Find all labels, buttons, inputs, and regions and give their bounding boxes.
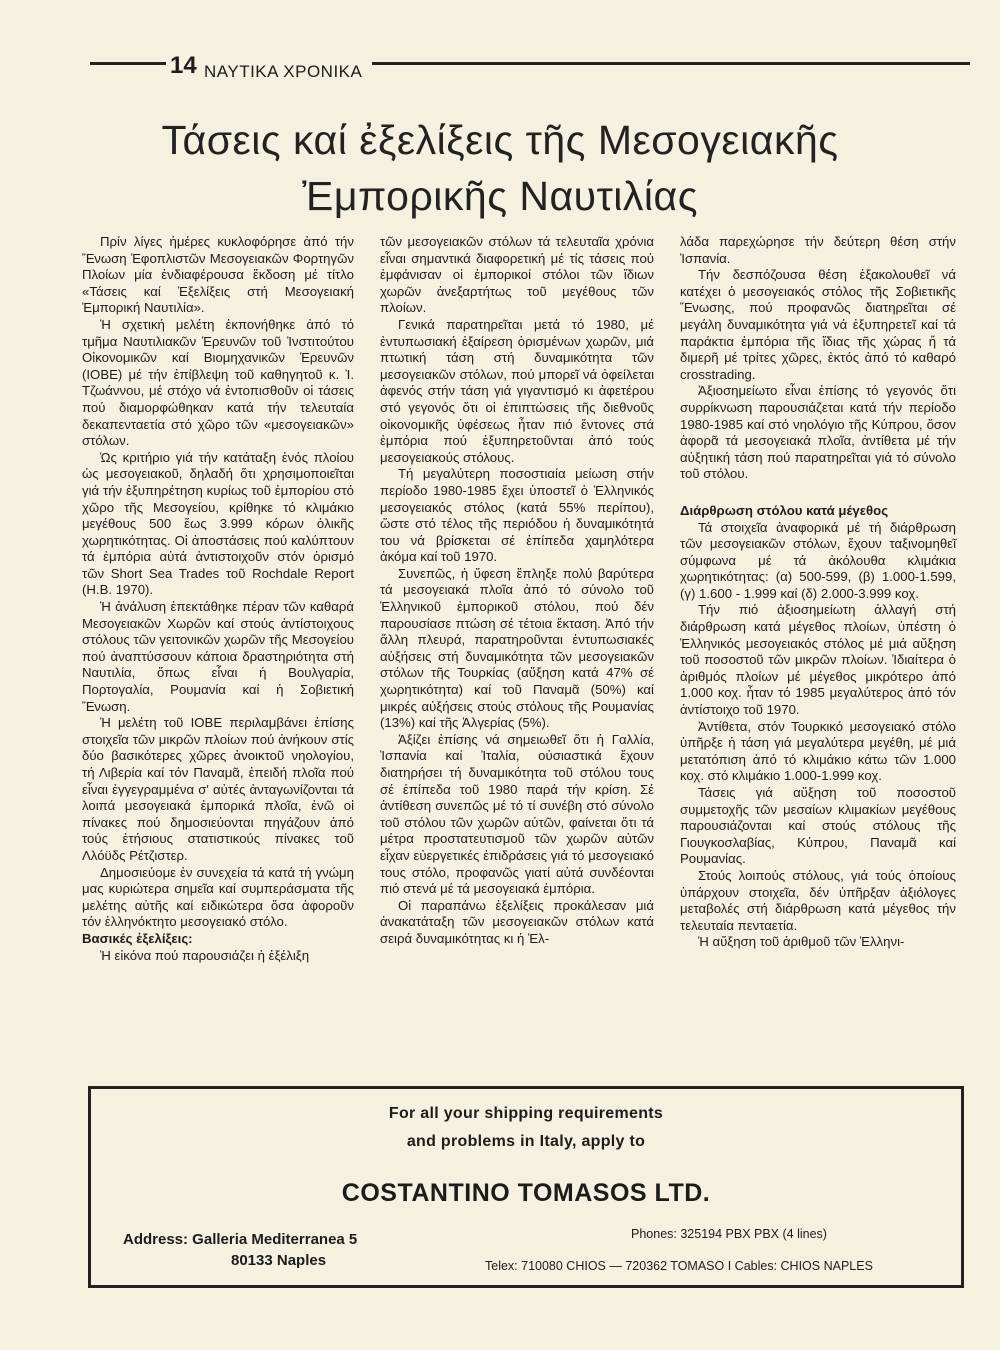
magazine-name: ΝΑΥΤΙΚΑ ΧΡΟΝΙΚΑ	[200, 60, 372, 82]
paragraph: Ἡ σχετική μελέτη ἐκπονήθηκε ἀπό τό τμῆμα Ναυτιλιακῶν Ἐρευνῶν τοῦ Ἰνστιτούτου Οἰκονομικῶν καί Βιομηχανικῶν Ἐρευνῶν (ΙΟΒΕ) μέ τήν ἐπίβλεψη τοῦ καθηγητοῦ κ. Ἰ. Τζωάννου, μέ στόχο νά ἐντοπισθοῦν οἱ τάσεις πού διαμορφώθηκαν κατά τήν τελευταία δεκαπενταετία στό χῶρο τῶν «μεσογειακῶν» στόλων.	[82, 316, 354, 449]
paragraph: Ἡ εἰκόνα πού παρουσιάζει ἡ ἐξέλιξη	[100, 947, 310, 963]
paragraph: Γενικά παρατηρεῖται μετά τό 1980, μέ ἐντυπωσιακή ἐξαίρεση ὁρισμένων χωρῶν, μιά πτωτική τάση στή δυναμικότητα τῶν μεσογειακῶν στόλων, πού μπορεῖ νά ὀφείλεται ἀφενός στήν τάση γιά γιγαντισμό κι ἀφετέρου στό γεγονός ὅτι οἱ ἐπιπτώσεις τῆς διεθνοῦς οἰκονομικῆς ὑφέσεως ἦταν πιό ἔντονες στά ἐμπόρια πού ἐξυπηρετοῦνται ἀπό τούς μεσογειακούς στόλους.	[380, 316, 654, 465]
paragraph: Συνεπῶς, ἡ ὕφεση ἔπληξε πολύ βαρύτερα τά μεσογειακά πλοῖα ἀπό τό σύνολο τοῦ Ἑλληνικοῦ ἐμπορικοῦ στόλου, πού δέν παρουσίασε πτώση σέ τέτοια ἔκταση. Ἀπό τήν ἄλλη πλευρά, παρατηροῦνται ἐντυπωσιακές αὐξήσεις στή δυναμικότητα τῶν μεσογειακῶν στόλων τῆς Τουρκίας (αὔξηση κατά 47% σέ χωρητικότητα) καί τοῦ Παναμᾶ (50%) καί μικρές αὐξήσεις στούς στόλους τῆς Ρουμανίας (13%) καί τῆς Ἀλγερίας (5%).	[380, 565, 654, 731]
ad-telex: Telex: 710080 CHIOS — 720362 TOMASO I Cables: CHIOS NAPLES	[485, 1259, 873, 1273]
article-column-1	[82, 234, 354, 964]
paragraph: Πρίν λίγες ἡμέρες κυκλοφόρησε ἀπό τήν Ἕνωση Ἐφοπλιστῶν Μεσογειακῶν Φορτηγῶν Πλοίων μία ἐνδιαφέρουσα ἔκδοση μέ τίτλο «Τάσεις καί Ἐξελίξεις στή Μεσογειακή Ἐμπορική Ναυτιλία».	[82, 234, 354, 316]
paragraph: Δημοσιεύομε ἐν συνεχεία τά κατά τή γνώμη μας κυριώτερα σημεῖα καί συμπεράσματα τῆς μελέτης αὐτῆς καί ειδικώτερα ὅσα ἀφοροῦν τόν ἑλληνόκτητο μεσογειακό στόλο.	[82, 864, 354, 930]
paragraph: Ἀντίθετα, στόν Τουρκικό μεσογειακό στόλο ὑπῆρξε ἡ τάση γιά μεγαλύτερα μεγέθη, μέ μιά μετατόπιση ἀπό τό κλιμάκιο κάτω τῶν 1.000 κοχ. στό κλιμάκιο 1.000-1.999 κοχ.	[680, 718, 956, 784]
article-column-3	[680, 234, 956, 951]
title-line-2: Ἐμπορικῆς Ναυτιλίας	[302, 173, 698, 219]
ad-tagline-2: and problems in Italy, apply to	[406, 1133, 646, 1150]
article-title	[80, 112, 920, 224]
section-heading: Βασικές ἐξελίξεις:	[82, 930, 193, 946]
paragraph: Στούς λοιπούς στόλους, γιά τούς ὁποίους ὑπάρχουν στοιχεῖα, δέν ὑπῆρξαν ἀξιόλογες μεταβολές στή διάρθρωση κατά μέγεθος τήν τελευταία πενταετία.	[680, 867, 956, 933]
paragraph: Ἡ ἀνάλυση ἐπεκτάθηκε πέραν τῶν καθαρά Μεσογειακῶν Χωρῶν καί στούς ἀντίστοιχους στόλους τῶν γειτονικῶν χωρῶν τῆς Μεσογείου πού ἀναπτύσσουν κάποια δραστηριότητα στή Ναυτιλία, ὅπως εἶναι ἡ Βουλγαρία, Πορτογαλία, Ρουμανία καί ἡ Σοβιετική Ἕνωση.	[82, 599, 354, 714]
paragraph: Τήν πιό ἀξιοσημείωτη ἀλλαγή στή διάρθρωση κατά μέγεθος πλοίων, ὑπέστη ὁ Ἑλληνικός μεσογειακός στόλος μέ μιά αὔξηση τοῦ ποσοστοῦ τῶν μικρῶν πλοίων. Ἰδιαίτερα ὁ ἀριθμός πλοίων μέ μέγεθος μικρότερο ἀπό 1.000 κοχ. ἦταν τό 1985 μεγαλύτερος ἀπό τόν ἀντίστοιχο τοῦ 1970.	[680, 602, 956, 718]
paragraph: Τή μεγαλύτερη ποσοστιαία μείωση στήν περίοδο 1980-1985 ἔχει ὑποστεῖ ὁ Ἑλληνικός μεσογειακός στόλος (κατά 55% περίπου), ὥστε στό τέλος τῆς περιόδου ἡ δυναμικότητά του νά βρίσκεται σέ ἐπίπεδα χαμηλότερα ἀκόμα καί τοῦ 1970.	[380, 466, 654, 565]
article-column-2	[380, 234, 654, 948]
paragraph: Ἡ αὔξηση τοῦ ἀριθμοῦ τῶν Ἑλληνι-	[698, 934, 905, 950]
paragraph: Τά στοιχεῖα ἀναφορικά μέ τή διάρθρωση τῶν μεσογειακῶν στόλων, ἔχουν ταξινομηθεῖ σύμφωνα μέ τά ἀκόλουθα κλιμάκια χωρητικότητας: (α) 500-599, (β) 1.000-1.599, (γ) 1.600 - 1.999 καί (δ) 2.000-3.999 κοχ.	[680, 519, 956, 601]
ad-address-line-1: Address: Galleria Mediterranea 5	[123, 1231, 358, 1248]
ad-phones: Phones: 325194 PBX PBX (4 lines)	[631, 1227, 827, 1241]
paragraph: τῶν μεσογειακῶν στόλων τά τελευταῖα χρόνια εἶναι σημαντικά διαφορετική μέ τίς τάσεις πού ἐμφάνισαν οἱ ἐμπορικοί στόλοι τῶν ἴδιων χωρῶν ἀνεξαρτήτως τοῦ μεγέθους τῶν πλοίων.	[380, 234, 654, 316]
ad-tagline-1: For all your shipping requirements	[388, 1105, 664, 1122]
paragraph: Ἡ μελέτη τοῦ ΙΟΒΕ περιλαμβάνει ἐπίσης στοιχεῖα τῶν μικρῶν πλοίων πού ἀνήκουν στίς δύο βασικότερες χῶρες ἀνοικτοῦ νηολογίου, τή Λιβερία καί τόν Παναμᾶ, ἐπειδή πλοῖα πού εἶναι ἐγγεγραμμένα σ' αὐτές ἀνταγωνίζονται τά λοιπά μεσογειακά ἐμπορικά πλοῖα, ἐνῶ οἱ πίνακες πού δημοσιεύονται πηγάζουν ἀπό τούς ἐτήσιους στατιστικούς πίνακες τοῦ Λλόϋδς Ρέτζιστερ.	[82, 715, 354, 863]
paragraph: Ὡς κριτήριο γιά τήν κατάταξη ἑνός πλοίου ὡς μεσογειακοῦ, δηλαδή ὅτι χρησιμοποιεῖται γιά τήν ἐξυπηρέτηση κυρίως τοῦ ἐμπορίου στό χῶρο τῆς Μεσογείου, κρίθηκε τό κλιμάκιο μεγέθους 500 ἕως 3.999 κόρων ὁλικῆς χωρητικότητας. Οἱ ἀποστάσεις πού καλύπτουν τά ἐμπόρια αὐτά ἀντιστοιχοῦν στόν ὁρισμό τῶν Short Sea Trades τοῦ Rochdale Report (H.B. 1970).	[82, 449, 354, 598]
paragraph: Τάσεις γιά αὔξηση τοῦ ποσοστοῦ συμμετοχῆς τῶν μεσαίων κλιμακίων μεγέθους παρουσιάζονται καί στούς στόλους τῆς Γιουγκοσλαβίας, Κύπρου, Παναμᾶ καί Ρουμανίας.	[680, 785, 956, 867]
paragraph: λάδα παρεχώρησε τήν δεύτερη θέση στήν Ἱσπανία.	[680, 234, 956, 266]
paragraph: Οἱ παραπάνω ἐξελίξεις προκάλεσαν μιά ἀνακατάταξη τῶν μεσογειακῶν στόλων κατά σειρά δυναμικότητας κι ἡ Ἑλ-	[380, 897, 654, 946]
ad-address-line-2: 80133 Naples	[231, 1252, 327, 1269]
title-line-1: Τάσεις καί ἐξελίξεις τῆς Μεσογειακῆς	[161, 117, 839, 163]
paragraph: Ἀξιοσημείωτο εἶναι ἐπίσης τό γεγονός ὅτι συρρίκνωση παρουσιάζεται κατά τήν περίοδο 1980-1985 καί στό νηολόγιο τῆς Κύπρου, ὅσον ἀφορᾶ τά μεσογειακά πλοῖα, ἀντίθετα μέ τήν αὐξητική τάση πού παρατηρεῖται γιά τό σύνολο τοῦ στόλου.	[680, 383, 956, 482]
page-number: 14	[166, 52, 203, 80]
paragraph: Τήν δεσπόζουσα θέση ἐξακολουθεῖ νά κατέχει ὁ μεσογειακός στόλος τῆς Σοβιετικῆς Ἕνωσης, πού προφανῶς διατηρεῖται σέ μεγάλη δυναμικότητα γιά νά ἐξυπηρετεῖ καί τά παράκτια ἐμπόρια τῆς ἴδιας τῆς χώρας ἤ τά διμερῆ μέ τρίτες χῶρες, ἐκτός ἀπό τό καθαρό crosstrading.	[680, 267, 956, 382]
advertisement-box	[88, 1086, 964, 1288]
section-heading: Διάρθρωση στόλου κατά μέγεθος	[680, 502, 889, 518]
paragraph: Ἀξίζει ἐπίσης νά σημειωθεῖ ὅτι ἡ Γαλλία, Ἱσπανία καί Ἰταλία, οὐσιαστικά ἔχουν διατηρήσει τή δυναμικότητα τοῦ στόλου τους σέ ἐπίπεδα τοῦ 1980 παρά τήν κρίση. Σέ ἀντίθεση συνεπῶς μέ τό τί συνέβη στό σύνολο τοῦ στόλου τῶν χωρῶν αὐτῶν, φαίνεται ὅτι τά μέτρα προστατευτισμοῦ τῶν χωρῶν αὐτῶν εἶχαν εὐεργετικές ἐπιδράσεις γιά τό μεσογειακό τους στόλο, προφανῶς γιατί αὐτά συνδέονται πιό στενά μέ τά μεσογειακά ἐμπόρια.	[380, 731, 654, 897]
ad-address	[123, 1229, 357, 1271]
ad-company-name: COSTANTINO TOMASOS LTD.	[341, 1179, 711, 1207]
